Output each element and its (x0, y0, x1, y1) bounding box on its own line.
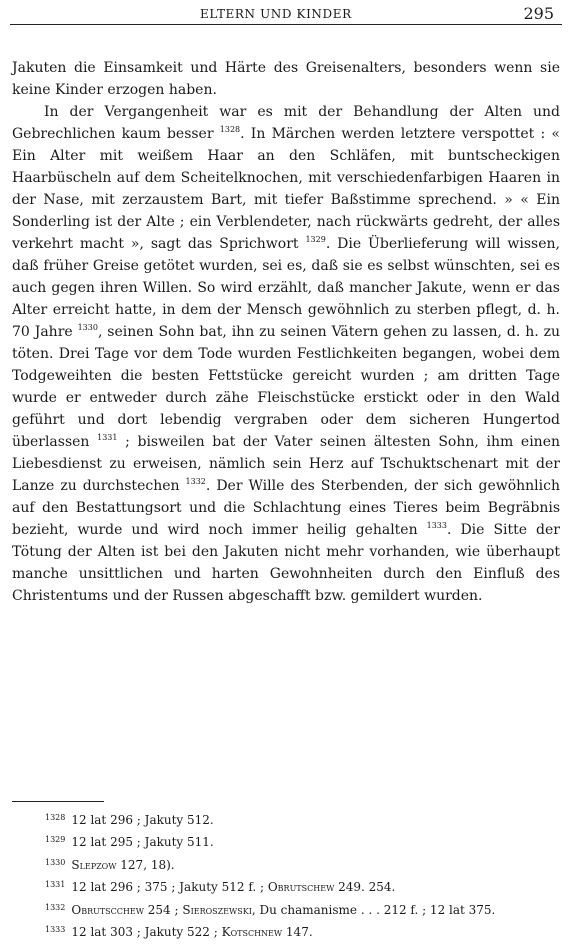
text-run: ; bisweilen bat der Vater seinen ältesten Sohn, ihm einen Liebesdienst zu erweisen, nämlich sein Herz auf Tschuktschenart mit der Lanze zu durchstechen (12, 434, 560, 494)
text-run: . Die Sitte der Tötung der Alten ist bei den Jakuten nicht mehr vorhanden, wie überhaupt manche unsittlichen und harten Gewohnheiten durch den Einfluß des Christentums und der Russen abgeschafft bzw. gemildert wurden. (12, 522, 560, 604)
footnote-reference: 1328 (219, 125, 241, 134)
footnote-text: , Du chamanisme . . . 212 f. ; 12 lat 375. (251, 902, 496, 917)
author-name: Sieroszewski (182, 902, 252, 917)
running-title: ELTERN UND KINDER (200, 7, 352, 21)
author-name: Obrutschew (267, 880, 335, 895)
footnote-reference: 1333 (426, 521, 447, 530)
footnote (12, 898, 562, 920)
footnote-text: 147. (282, 925, 313, 940)
text-run: . Der Wille des Sterbenden, der sich gewöhnlich auf den Bestattungsort und die Schlachtung eines Tieres beim Begräbnis bezieht, wurde und wird noch immer heilig gehalten (12, 478, 560, 538)
footnote (12, 830, 562, 852)
author-name: Slepzow (71, 857, 117, 872)
footnote-reference: 1332 (185, 477, 206, 486)
footnote-number: 1333 (45, 925, 66, 935)
footnote-text: 12 lat 295 ; Jakuty 511. (71, 835, 214, 850)
author-name: Kotschnew (221, 925, 283, 940)
footnote (12, 808, 562, 830)
footnote-text: 127, 18). (116, 857, 175, 872)
text-run: . Die Überlieferung will wissen, daß früher Greise getötet wurden, sei es, daß sie es selbst wünschten, sei es auch gegen ihren Willen. So wird erzählt, daß mancher Jakute, wenn er das Alter erreicht hatte, in dem der Mensch gewöhnlich zu sterben pflegt, d. h. 70 Jahre (12, 236, 560, 340)
body-text (12, 57, 560, 607)
footnote-number: 1330 (45, 857, 66, 867)
paragraph (12, 57, 560, 101)
footnote-reference: 1330 (77, 323, 98, 332)
footnote-number: 1328 (45, 813, 66, 822)
footnotes (12, 808, 562, 942)
footnote-text: 12 lat 296 ; 375 ; Jakuty 512 f. ; (71, 880, 268, 895)
footnote-number: 1332 (45, 902, 66, 912)
footnote (12, 875, 562, 897)
author-name: Obrutscchew (71, 902, 144, 917)
paragraph (12, 101, 560, 607)
running-head (12, 6, 564, 24)
footnote-rule (12, 801, 104, 802)
footnote-number: 1329 (45, 835, 66, 845)
text-run: . In Märchen werden letztere verspottet : « Ein Alter mit weißem Haar an den Schläfen, mit buntscheckigen Haarbüscheln auf dem Scheitelknochen, mit verschiedenfarbigen Haaren in der Nase, mit zerzaustem Bart, mit tiefer Baßstimme sprechend. » « Ein Sonderling ist der Alte ; ein Verblendeter, nach rückwärts gedreht, der alles verkehrt macht », sagt das Sprichwort (12, 126, 560, 252)
text-run: In der Vergangenheit war es mit der Behandlung der Alten und Gebrechlichen kaum besser (12, 104, 560, 142)
footnote (12, 853, 562, 875)
text-run: Jakuten die Einsamkeit und Härte des Greisenalters, besonders wenn sie keine Kinder erzogen haben. (12, 60, 560, 98)
footnote-text: 12 lat 303 ; Jakuty 522 ; (71, 925, 222, 940)
footnote-reference: 1331 (97, 433, 118, 442)
text-run: , seinen Sohn bat, ihn zu seinen Vätern gehen zu lassen, d. h. zu töten. Drei Tage vor dem Tode wurden Festlichkeiten begangen, wobei dem Todgeweihten die besten Fettstücke gereicht wurden ; am dritten Tage wurde er entweder durch zähe Fleischstücke erstickt oder in den Wald geführt und dort lebendig vergraben oder dem sicheren Hungertod überlassen (12, 324, 560, 450)
page-number: 295 (523, 4, 554, 23)
footnote (12, 920, 562, 942)
footnote-text: 254 ; (143, 902, 183, 917)
footnote-reference: 1329 (305, 235, 326, 244)
footnote-text: 249. 254. (334, 880, 396, 895)
footnote-text: 12 lat 296 ; Jakuty 512. (71, 813, 214, 827)
footnote-number: 1331 (45, 880, 66, 890)
header-rule (10, 24, 562, 25)
